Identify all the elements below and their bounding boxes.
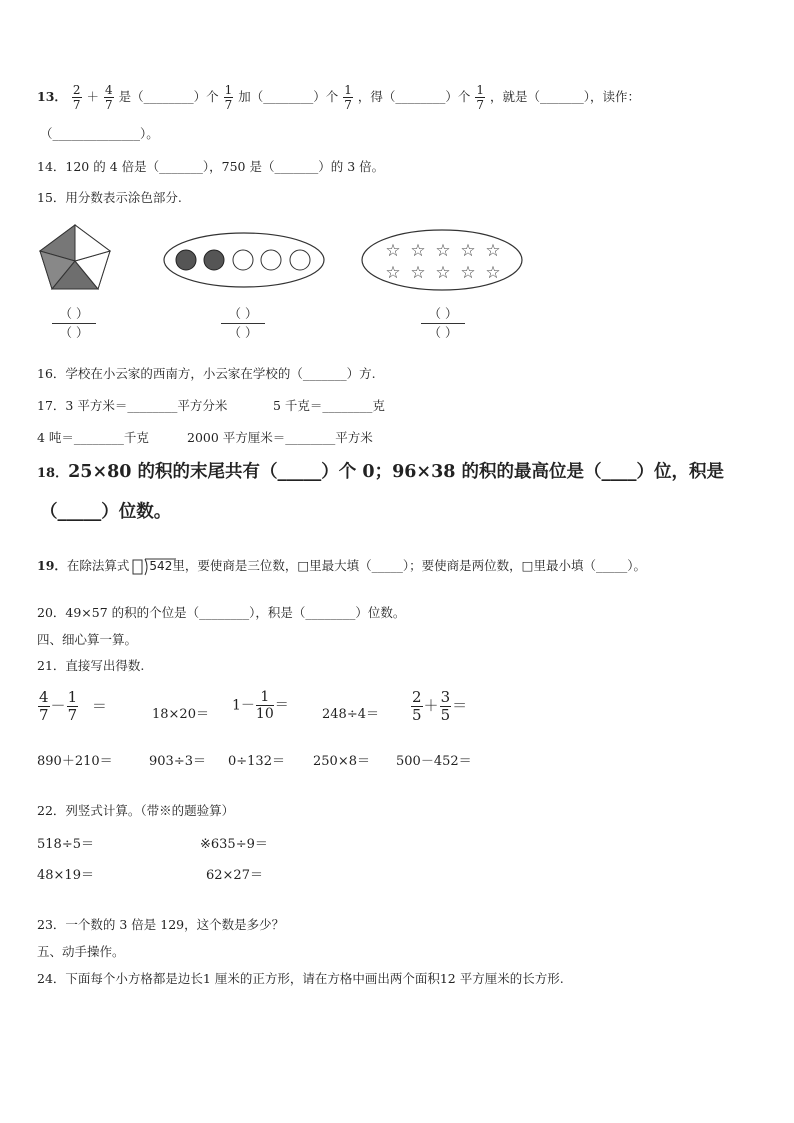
star-icon: ☆ (385, 263, 401, 283)
q22-item: ※635÷9＝ (200, 837, 268, 852)
stars-group (385, 241, 500, 283)
question-text: ，得（________）个 (357, 89, 471, 104)
question-number: 19． (37, 558, 67, 573)
question-17-b: 5 千克＝________克 (273, 398, 385, 413)
question-text: 加（________）个 (238, 89, 339, 104)
q21-row-2-item: 0÷132＝ (228, 754, 285, 769)
fraction: $\frac{1}{7}$ (476, 83, 485, 112)
star-icon: ☆ (485, 241, 501, 261)
question-21: 21．直接写出得数. (37, 658, 145, 673)
q22-item: 518÷5＝ (37, 837, 94, 852)
fraction: $\frac{2}{7}$ (72, 83, 81, 112)
circles-figure (164, 233, 324, 287)
question-22: 22．列竖式计算。（带※的题验算） (37, 803, 235, 818)
question-number: 13． (37, 89, 67, 104)
blank-numerator[interactable]: （ ） (52, 308, 96, 324)
q21-expr-3: 1－ $\frac{1}{10}$ ＝ (232, 689, 289, 722)
question-16: 16．学校在小云家的西南方，小云家在学校的（_______）方. (37, 366, 376, 381)
fraction-blank-2 (221, 308, 265, 339)
star-icon: ☆ (460, 263, 476, 283)
q21-expr-4: 248÷4＝ (322, 707, 379, 722)
question-23: 23．一个数的 3 倍是 129，这个数是多少？ (37, 917, 285, 932)
question-24: 24．下面每个小方格都是边长1 厘米的正方形，请在方格中画出两个面积12 平方厘米的长方形. (37, 971, 564, 986)
question-text: 里，要使商是三位数，□里最大填（_____）；要使商是两位数，□里最小填（_____）。 (172, 558, 646, 573)
section-4-title: 四、细心算一算。 (37, 632, 138, 647)
q21-row-2-item: 250×8＝ (313, 754, 370, 769)
star-icon: ☆ (435, 263, 451, 283)
question-number: 18． (37, 466, 69, 481)
blank-denominator[interactable]: （ ） (228, 324, 258, 340)
blank-denominator[interactable]: （ ） (59, 324, 89, 340)
blank-numerator[interactable]: （ ） (421, 308, 465, 324)
question-18 (37, 460, 724, 486)
question-15: 15．用分数表示涂色部分. (37, 190, 182, 205)
blank-numerator[interactable]: （ ） (221, 308, 265, 324)
question-14: 14．120 的 4 倍是（_______），750 是（_______）的 3 倍。 (37, 159, 385, 174)
question-17-d: 2000 平方厘米＝________平方米 (187, 430, 373, 445)
question-text: ，就是（_______），读作： (490, 89, 641, 104)
q21-row-2-item: 903÷3＝ (149, 754, 206, 769)
q21-row-2-item: 890＋210＝ (37, 754, 113, 769)
q22-item: 48×19＝ (37, 868, 94, 883)
star-icon: ☆ (410, 241, 426, 261)
question-text: 在除法算式 (66, 558, 130, 573)
question-text: 是（________）个 (118, 89, 219, 104)
fraction: $\frac{1}{7}$ (224, 83, 233, 112)
question-17-c: 4 吨＝________千克 (37, 430, 149, 445)
star-icon: ☆ (410, 263, 426, 283)
dividend: 542 (149, 559, 173, 573)
pentagon-figure (40, 225, 110, 289)
star-icon: ☆ (435, 241, 451, 261)
section-5-title: 五、动手操作。 (37, 944, 125, 959)
question-13 (37, 80, 640, 114)
fraction: $\frac{4}{7}$ (105, 83, 113, 112)
q21-expr-2: 18×20＝ (152, 707, 209, 722)
q21-expr-5: $\frac{2}{5}$ ＋ $\frac{3}{5}$ ＝ (412, 688, 468, 724)
question-13-line-2: （______________）。 (40, 126, 159, 141)
fraction-blank-3 (421, 308, 465, 339)
question-20: 20．49×57 的积的个位是（________），积是（________）位数。 (37, 605, 406, 620)
fraction: $\frac{1}{7}$ (344, 83, 352, 112)
q22-item: 62×27＝ (206, 868, 263, 883)
question-text: 25×80 的积的末尾共有（_____）个 0；96×38 的积的最高位是（____）位，积是 (68, 462, 725, 482)
star-icon: ☆ (460, 241, 476, 261)
question-18-line-2: （_____）位数。 (40, 502, 172, 522)
stars-figure (362, 230, 522, 290)
plus-sign: ＋ (86, 89, 100, 104)
q21-expr-1: $\frac{4}{7}$ － $\frac{1}{7}$ ＝ (39, 688, 107, 724)
question-17-a: 17．3 平方米＝________平方分米 (37, 398, 228, 413)
fraction-blank-1 (52, 308, 96, 339)
star-icon: ☆ (485, 263, 501, 283)
q21-row-2-item: 500－452＝ (396, 754, 472, 769)
blank-denominator[interactable]: （ ） (428, 324, 458, 340)
star-icon: ☆ (385, 241, 401, 261)
question-19 (37, 556, 646, 577)
